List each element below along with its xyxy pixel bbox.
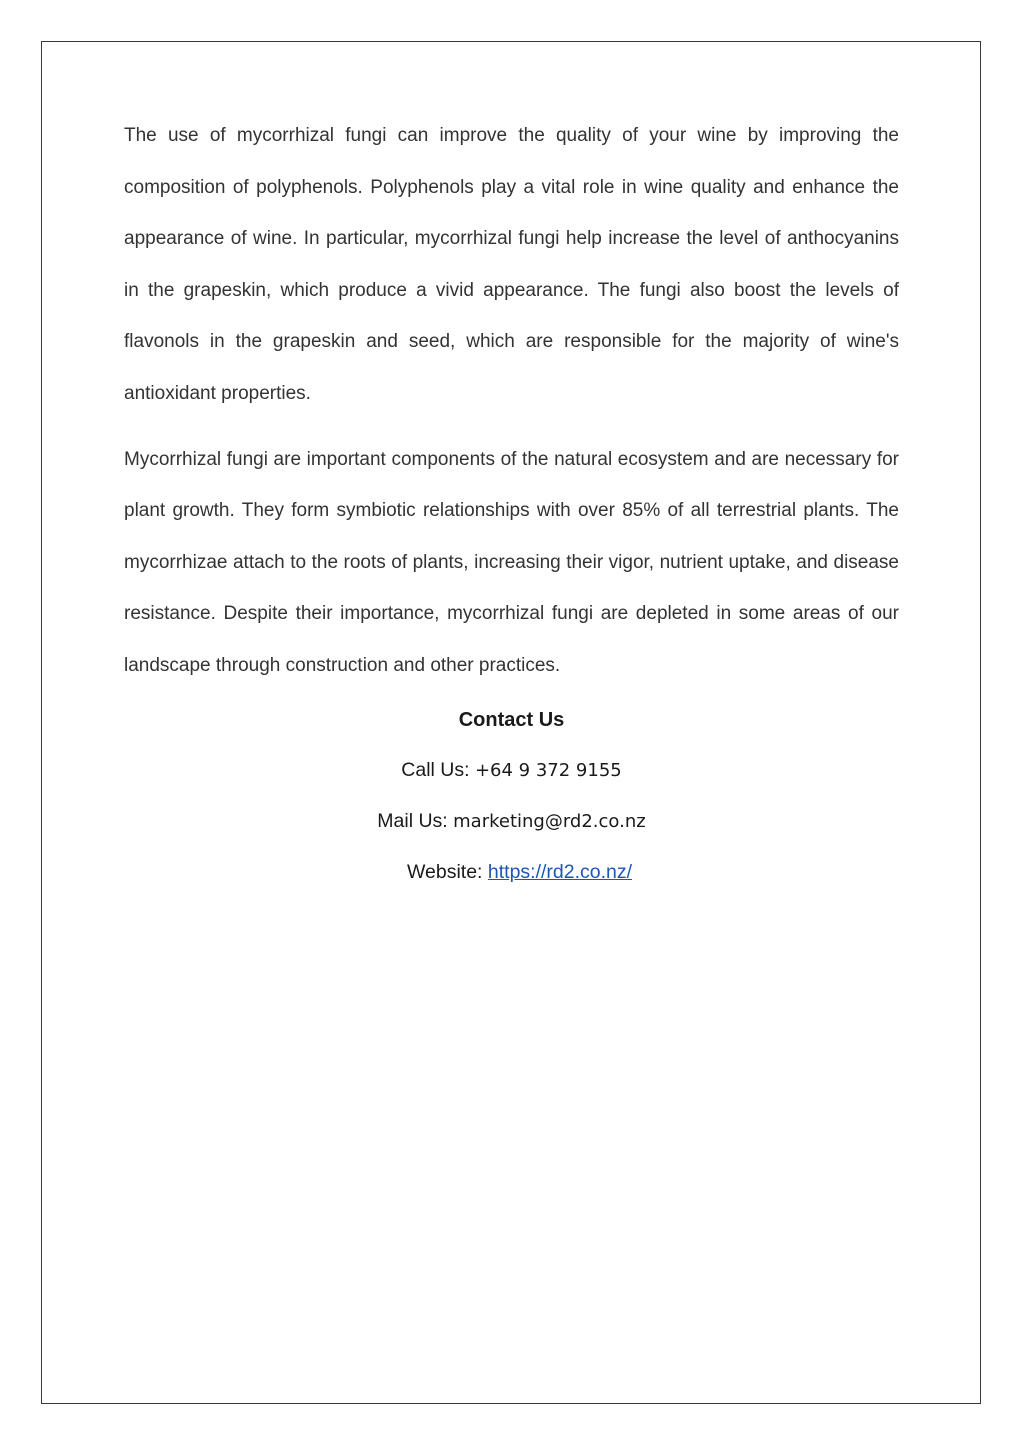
website-label: Website:: [406, 860, 488, 883]
contact-email-line: [124, 809, 899, 834]
contact-heading: Contact Us: [458, 708, 565, 731]
call-label: Call Us:: [401, 758, 475, 781]
contact-section: [124, 708, 899, 884]
phone-number: +64 9 372 9155: [474, 759, 622, 781]
contact-website-line: [124, 860, 899, 884]
email-address: marketing@rd2.co.nz: [453, 810, 646, 832]
website-link[interactable]: https://rd2.co.nz/: [487, 860, 633, 883]
paragraph-mycorrhizal-ecosystem: Mycorrhizal fungi are important components of the natural ecosystem and are necessary for plant growth. They form symbiotic relationships with over 85% of all terrestrial plants. The mycorrhizae attach to the roots of plants, increasing their vigor, nutrient uptake, and disease resistance. Despite their importance, mycorrhizal fungi are depleted in some areas of our landscape through construction and other practices.: [124, 448, 899, 676]
document-body: [124, 110, 899, 884]
paragraph-wine-quality: The use of mycorrhizal fungi can improve the quality of your wine by improving the composition of polyphenols. Polyphenols play a vital role in wine quality and enhance the appearance of wine. In particular, mycorrhizal fungi help increase the level of anthocyanins in the grapeskin, which produce a vivid appearance. The fungi also boost the levels of flavonols in the grapeskin and seed, which are responsible for the majority of wine's antioxidant properties.: [124, 125, 899, 404]
contact-phone-line: [124, 758, 899, 783]
mail-label: Mail Us:: [377, 809, 454, 832]
